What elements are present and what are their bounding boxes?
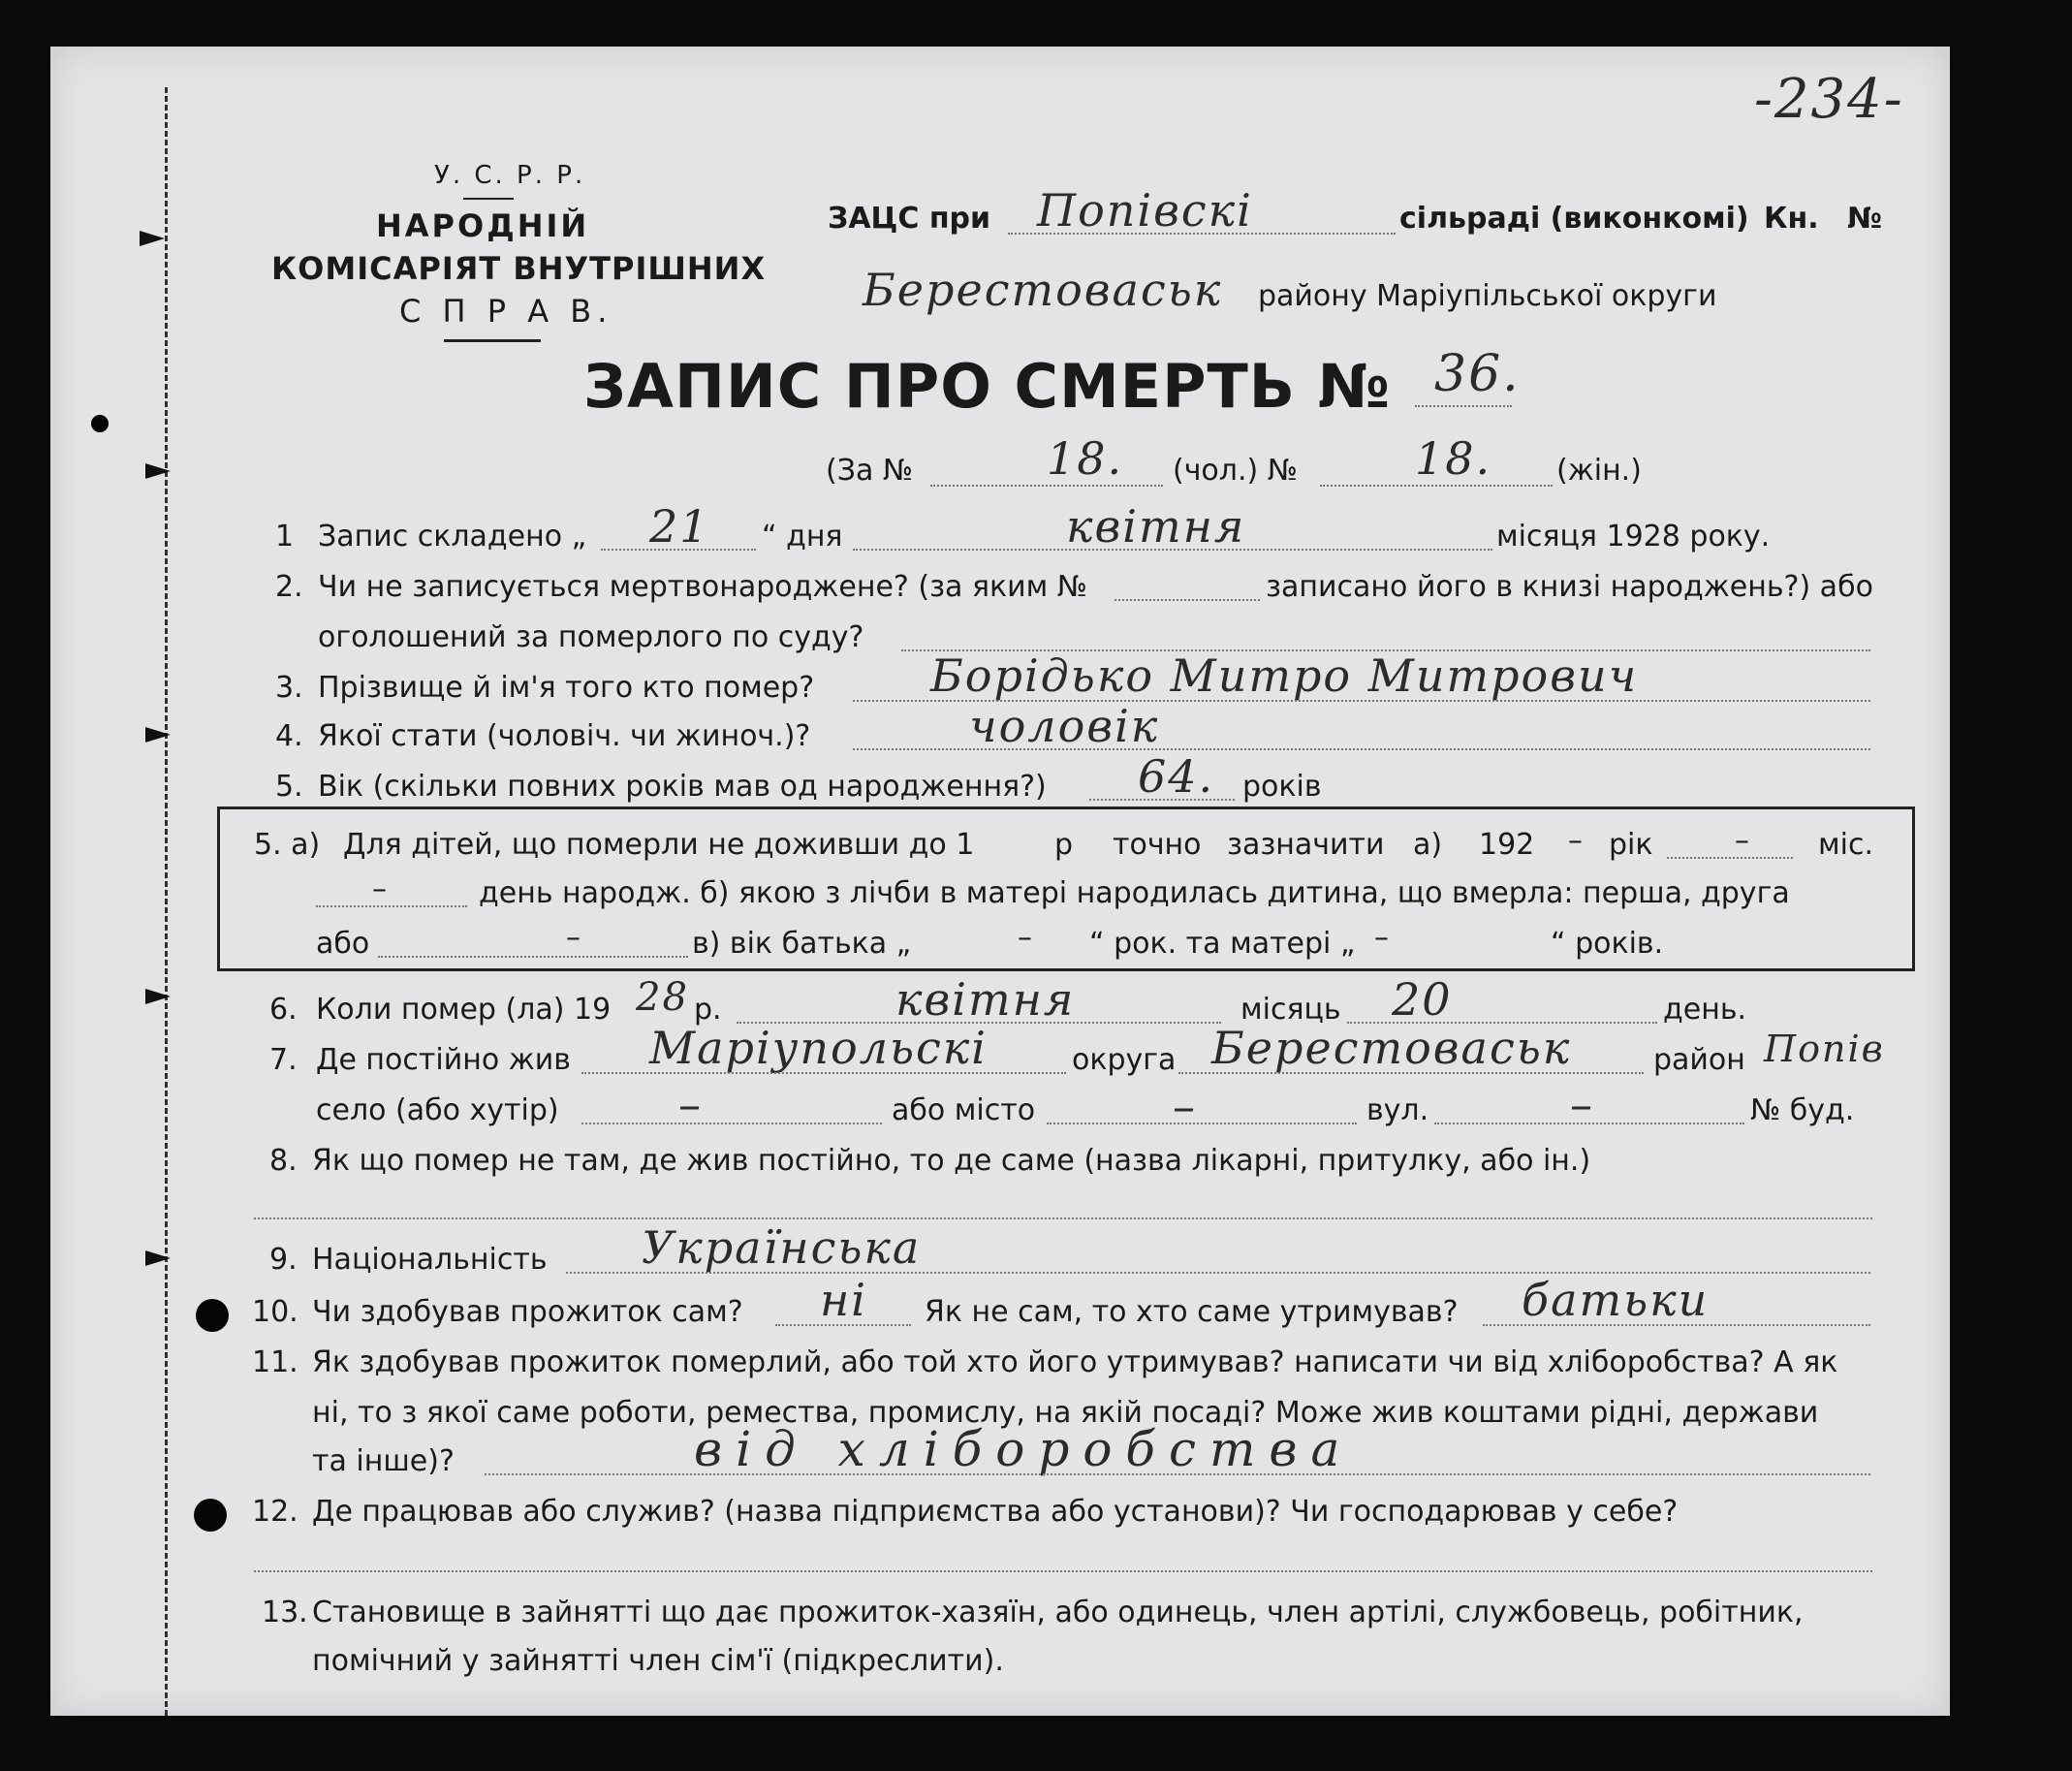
fill-line bbox=[1434, 1123, 1744, 1124]
item-8-label: Як що помер не там, де жив постійно, то де саме (назва лікарні, притулку, або ін.) bbox=[312, 1144, 1591, 1178]
dash-value: – bbox=[1568, 824, 1583, 858]
authority-line-1: НАРОДНІЙ bbox=[376, 207, 590, 244]
page-number: -234- bbox=[1754, 68, 1904, 131]
book-number-label: № bbox=[1847, 202, 1883, 236]
fill-line bbox=[1178, 1072, 1644, 1074]
item-1-tail: місяця 1928 року. bbox=[1496, 520, 1771, 553]
dash-value: – bbox=[1570, 1078, 1594, 1130]
residence-okruha-value: Маріупольскі bbox=[649, 1022, 988, 1074]
authority-line-3: С П Р А В. bbox=[399, 293, 613, 330]
item-5a-line-2: день народж. б) якою з лічби в матері народилась дитина, що вмерла: перша, друга bbox=[479, 876, 1790, 910]
item-5a-line-1e: а) bbox=[1413, 828, 1443, 862]
item-5a-line-1f: 192 bbox=[1479, 828, 1535, 862]
occupation-value: від хліборобства bbox=[694, 1421, 1354, 1477]
item-4-label: Якої стати (чоловіч. чи жиноч.)? bbox=[318, 719, 811, 753]
female-label: (жін.) bbox=[1556, 454, 1642, 488]
item-12-number: 12. bbox=[252, 1495, 298, 1529]
item-13-number: 13. bbox=[262, 1596, 308, 1629]
fill-line bbox=[254, 1218, 1872, 1219]
item-11-line-3: та інше)? bbox=[312, 1444, 455, 1478]
item-5-label: Вік (скільки повних років мав од народження?) bbox=[318, 770, 1047, 804]
binding-nick bbox=[145, 727, 171, 743]
item-6-r: р. bbox=[694, 993, 722, 1027]
fill-line bbox=[775, 1324, 911, 1326]
female-count-label: (чол.) № bbox=[1173, 454, 1298, 488]
fill-line bbox=[1483, 1324, 1870, 1326]
fill-line bbox=[316, 905, 467, 907]
item-10-number: 10. bbox=[252, 1295, 298, 1329]
perforation-line bbox=[165, 87, 168, 1716]
dash-value: – bbox=[1173, 1080, 1197, 1132]
binding-nick bbox=[140, 231, 165, 246]
fill-line bbox=[485, 1473, 1870, 1475]
item-7-line-2a: село (або хутір) bbox=[316, 1093, 559, 1127]
death-day-value: 20 bbox=[1392, 973, 1453, 1026]
fill-line bbox=[1089, 799, 1235, 801]
fill-line bbox=[1415, 405, 1512, 407]
fill-line bbox=[853, 549, 1492, 551]
item-3-number: 3. bbox=[275, 671, 303, 705]
item-6-number: 6. bbox=[269, 993, 298, 1027]
item-7-label: Де постійно жив bbox=[316, 1043, 571, 1077]
item-2-line-1: Чи не записується мертвонароджене? (за яким № bbox=[318, 570, 1088, 604]
council-label: сільраді (виконкомі) bbox=[1399, 202, 1749, 236]
item-1-day-label: “ дня bbox=[762, 520, 843, 553]
item-1-number: 1 bbox=[275, 520, 295, 553]
age-value: 64. bbox=[1138, 750, 1215, 803]
divider bbox=[463, 198, 514, 200]
book-label: Кн. bbox=[1764, 202, 1819, 236]
republic-label: У. С. Р. Р. bbox=[434, 161, 586, 190]
deceased-name-value: Борідько Митро Митрович bbox=[930, 649, 1639, 702]
divider bbox=[444, 339, 541, 342]
item-5a-line-3a: або bbox=[316, 927, 370, 961]
fill-line bbox=[581, 1072, 1066, 1074]
item-5-number: 5. bbox=[275, 770, 303, 804]
binding-hole bbox=[194, 1499, 227, 1532]
okruha-label: округа bbox=[1072, 1043, 1177, 1077]
binding-hole bbox=[91, 415, 109, 432]
district-value: Берестоваськ bbox=[863, 264, 1223, 316]
item-11-line-2: ні, то з якої саме роботи, ремества, промислу, на якій посаді? Може жив коштами рідні, держави bbox=[312, 1396, 1819, 1430]
item-9-label: Національність bbox=[312, 1243, 548, 1277]
binding-hole bbox=[196, 1299, 229, 1332]
item-11-number: 11. bbox=[252, 1345, 298, 1379]
item-5a-line-1h: міс. bbox=[1818, 828, 1873, 862]
fill-line bbox=[1667, 857, 1793, 859]
item-7-number: 7. bbox=[269, 1043, 298, 1077]
item-13-line-2: помічний у зайнятті член сім'ї (підкреслити). bbox=[312, 1644, 1004, 1678]
authority-line-2: КОМІСАРІЯТ ВНУТРІШНИХ bbox=[271, 250, 767, 287]
sex-value: чоловік bbox=[969, 700, 1160, 752]
item-13-line-1: Становище в зайнятті що дає прожиток-хазяїн, або одинець, член артілі, службовець, робітник, bbox=[312, 1596, 1804, 1629]
death-year-value: 28 bbox=[636, 975, 689, 1020]
binding-nick bbox=[145, 1250, 171, 1266]
item-7-line-2d: № буд. bbox=[1750, 1093, 1855, 1127]
item-2-number: 2. bbox=[275, 570, 303, 604]
item-12-label: Де працював або служив? (назва підприємства або установи)? Чи господарював у себе? bbox=[312, 1495, 1679, 1529]
fill-line bbox=[254, 1570, 1872, 1572]
death-month-value: квітня bbox=[895, 973, 1076, 1026]
item-5a-line-1c: точно bbox=[1113, 828, 1202, 862]
item-5a-line-1g: рік bbox=[1609, 828, 1653, 862]
dash-value: – bbox=[372, 872, 387, 906]
fill-line bbox=[1320, 485, 1553, 487]
dash-value: – bbox=[1735, 824, 1749, 858]
item-5a-number: 5. а) bbox=[254, 828, 321, 862]
dash-value: – bbox=[566, 921, 581, 955]
rayon-label: район bbox=[1653, 1043, 1745, 1077]
fill-line bbox=[930, 485, 1163, 487]
item-7-line-2b: або місто bbox=[892, 1093, 1036, 1127]
record-day-value: 21 bbox=[649, 500, 710, 553]
binding-nick bbox=[145, 463, 171, 479]
item-5a-line-1d: зазначити bbox=[1227, 828, 1385, 862]
residence-rayon-value: Берестоваськ bbox=[1211, 1022, 1572, 1074]
male-count-label: (За № bbox=[826, 454, 914, 488]
item-2-line-1b: записано його в книзі народжень?) або bbox=[1266, 570, 1873, 604]
record-number: 36. bbox=[1434, 345, 1521, 403]
residence-village-value: Попів bbox=[1764, 1028, 1885, 1070]
fill-line bbox=[601, 549, 756, 551]
district-label: району Маріупільської округи bbox=[1258, 279, 1717, 313]
item-11-line-1: Як здобував прожиток померлий, або той хто його утримував? написати чи від хліборобства? А як bbox=[312, 1345, 1838, 1379]
item-5a-line-3b: в) вік батька „ bbox=[692, 927, 912, 961]
female-count-value: 18. bbox=[1415, 432, 1492, 485]
item-6-label: Коли помер (ла) 19 bbox=[316, 993, 612, 1027]
dash-value: – bbox=[678, 1078, 703, 1130]
item-5-tail: років bbox=[1242, 770, 1322, 804]
male-count-value: 18. bbox=[1047, 432, 1124, 485]
record-month-value: квітня bbox=[1066, 500, 1246, 553]
item-9-number: 9. bbox=[269, 1243, 298, 1277]
zags-label: ЗАЦС при bbox=[828, 202, 991, 236]
fill-line bbox=[1047, 1123, 1357, 1124]
item-1-label: Запис складено „ bbox=[318, 520, 587, 553]
dash-value: – bbox=[1018, 921, 1032, 955]
item-5a-line-1a: Для дітей, що померли не доживши до 1 bbox=[343, 828, 975, 862]
item-10-label-2: Як не сам, то хто саме утримував? bbox=[925, 1295, 1459, 1329]
item-6-month-label: місяць bbox=[1240, 993, 1341, 1027]
binding-nick bbox=[145, 989, 171, 1004]
page-title: ЗАПИС ПРО СМЕРТЬ № bbox=[583, 351, 1392, 422]
fill-line bbox=[378, 956, 688, 958]
item-4-number: 4. bbox=[275, 719, 303, 753]
item-2-line-2: оголошений за померлого по суду? bbox=[318, 620, 864, 654]
fill-line bbox=[581, 1123, 882, 1124]
fill-line bbox=[1114, 599, 1260, 601]
zags-village-value: Попівскі bbox=[1037, 184, 1253, 237]
item-6-day-label: день. bbox=[1663, 993, 1747, 1027]
supported-by-value: батьки bbox=[1522, 1274, 1710, 1326]
fill-line bbox=[853, 748, 1870, 750]
fill-line bbox=[1008, 233, 1396, 235]
nationality-value: Українська bbox=[642, 1221, 922, 1274]
item-7-line-2c: вул. bbox=[1366, 1093, 1429, 1127]
dash-value: – bbox=[1374, 921, 1389, 955]
item-5a-line-1b: р bbox=[1054, 828, 1074, 862]
item-8-number: 8. bbox=[269, 1144, 298, 1178]
item-10-label: Чи здобував прожиток сам? bbox=[312, 1295, 743, 1329]
item-5a-line-3d: “ років. bbox=[1551, 927, 1664, 961]
item-5a-line-3c: “ рок. та матері „ bbox=[1089, 927, 1356, 961]
item-3-label: Прізвище й ім'я того кто помер? bbox=[318, 671, 815, 705]
self-support-value: ні bbox=[820, 1274, 868, 1326]
